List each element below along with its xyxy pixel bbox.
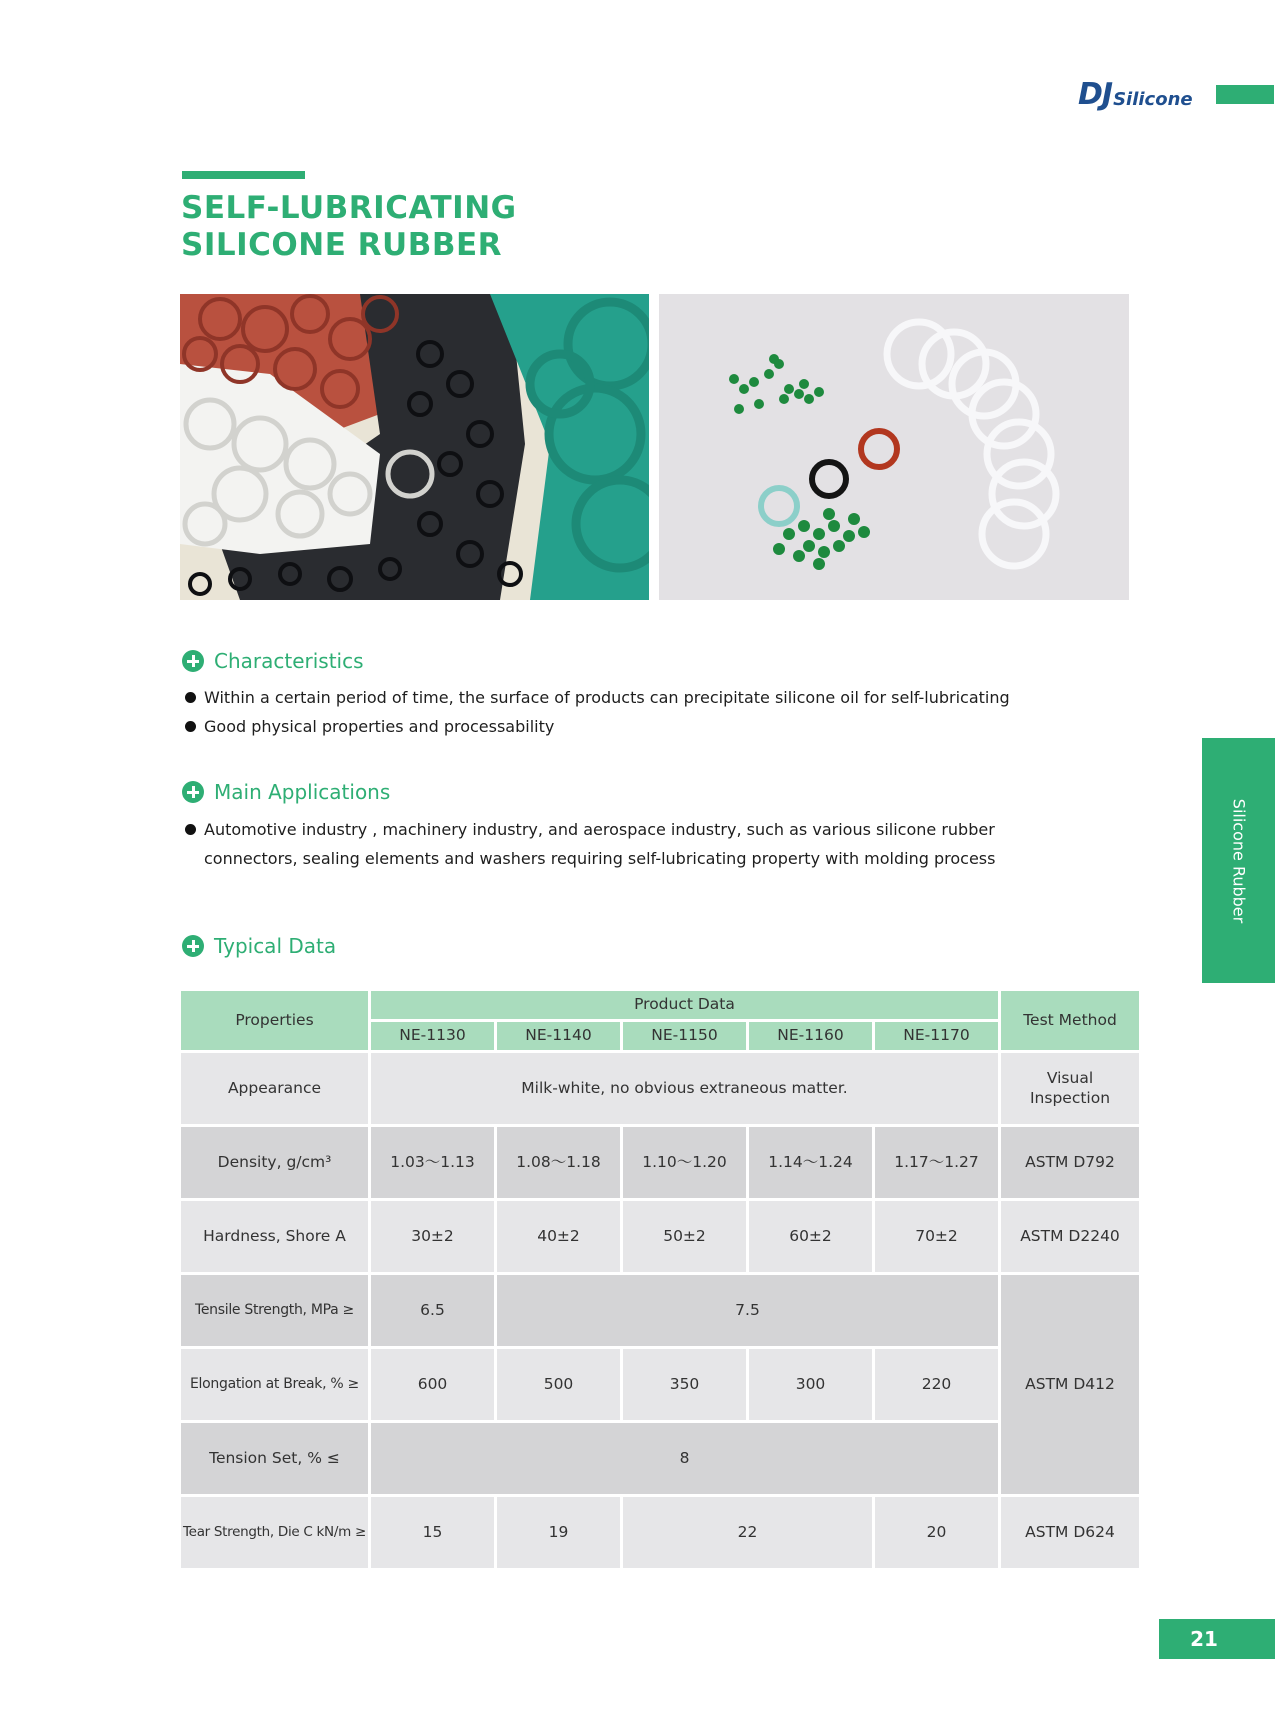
- table-cell: 1.14～1.24: [749, 1127, 872, 1198]
- table-cell: 220: [875, 1349, 998, 1420]
- page-number: 21: [1159, 1619, 1275, 1659]
- applications-heading: [182, 780, 390, 804]
- side-tab-label: Silicone Rubber: [1229, 798, 1248, 923]
- row-label-tensile-strength: Tensile Strength, MPa ≥: [181, 1275, 368, 1346]
- plus-circle-icon: [182, 935, 204, 957]
- header-grade: NE-1140: [497, 1022, 620, 1050]
- table-cell: 8: [371, 1423, 998, 1494]
- plus-circle-icon: [182, 650, 204, 672]
- characteristics-heading: [182, 649, 364, 673]
- table-cell: 500: [497, 1349, 620, 1420]
- title-accent-bar: [182, 171, 305, 179]
- row-label-tear-strength: Tear Strength, Die C kN/m ≥: [181, 1497, 368, 1568]
- logo-sub: Silicone: [1113, 89, 1193, 110]
- logo-accent-bar: [1216, 85, 1274, 104]
- photo-colored-o-rings: [180, 294, 649, 600]
- row-label-elongation: Elongation at Break, % ≥: [181, 1349, 368, 1420]
- header-product-data: Product Data: [371, 991, 998, 1019]
- row-label-hardness: Hardness, Shore A: [181, 1201, 368, 1272]
- d412-method: ASTM D412: [1001, 1275, 1139, 1494]
- table-cell: 1.03～1.13: [371, 1127, 494, 1198]
- applications-list: [185, 815, 1085, 873]
- appearance-method: Visual Inspection: [1001, 1053, 1139, 1124]
- page-title: [181, 190, 517, 264]
- table-cell: 50±2: [623, 1201, 746, 1272]
- table-cell: 30±2: [371, 1201, 494, 1272]
- table-cell: 1.08～1.18: [497, 1127, 620, 1198]
- table-cell: 60±2: [749, 1201, 872, 1272]
- table-cell: 1.17～1.27: [875, 1127, 998, 1198]
- tear-method: ASTM D624: [1001, 1497, 1139, 1568]
- density-method: ASTM D792: [1001, 1127, 1139, 1198]
- photo-samples: [659, 294, 1129, 600]
- list-item: Within a certain period of time, the surface of products can precipitate silicone oil for self-lubricating: [185, 683, 1115, 712]
- brand-logo: [1078, 72, 1193, 110]
- header-test-method: Test Method: [1001, 991, 1139, 1050]
- table-cell: 600: [371, 1349, 494, 1420]
- table-cell: 40±2: [497, 1201, 620, 1272]
- appearance-value: Milk-white, no obvious extraneous matter.: [371, 1053, 998, 1124]
- hardness-method: ASTM D2240: [1001, 1201, 1139, 1272]
- table-cell: 19: [497, 1497, 620, 1568]
- row-label-tension-set: Tension Set, % ≤: [181, 1423, 368, 1494]
- table-cell: 1.10～1.20: [623, 1127, 746, 1198]
- header-grade: NE-1150: [623, 1022, 746, 1050]
- logo-main: DJ: [1078, 77, 1113, 112]
- title-line-2: SILICONE RUBBER: [181, 227, 503, 263]
- header-grade: NE-1160: [749, 1022, 872, 1050]
- title-line-1: SELF-LUBRICATING: [181, 190, 517, 226]
- header-grade: NE-1130: [371, 1022, 494, 1050]
- typical-data-title: Typical Data: [214, 934, 337, 958]
- table-cell: 20: [875, 1497, 998, 1568]
- table-cell: 7.5: [497, 1275, 998, 1346]
- samples-illustration: [659, 294, 1129, 600]
- table-cell: 22: [623, 1497, 872, 1568]
- o-rings-illustration: [180, 294, 649, 600]
- applications-title: Main Applications: [214, 780, 391, 804]
- plus-circle-icon: [182, 781, 204, 803]
- table-cell: 15: [371, 1497, 494, 1568]
- row-label-appearance: Appearance: [181, 1053, 368, 1124]
- list-item: Good physical properties and processability: [185, 712, 1115, 741]
- header-grade: NE-1170: [875, 1022, 998, 1050]
- row-label-density: Density, g/cm³: [181, 1127, 368, 1198]
- table-cell: 6.5: [371, 1275, 494, 1346]
- characteristics-list: [185, 683, 1115, 741]
- table-cell: 300: [749, 1349, 872, 1420]
- typical-data-heading: [182, 934, 336, 958]
- table-cell: 70±2: [875, 1201, 998, 1272]
- side-tab: [1202, 738, 1275, 983]
- table-cell: 350: [623, 1349, 746, 1420]
- characteristics-title: Characteristics: [214, 649, 364, 673]
- typical-data-table: [181, 991, 1131, 1569]
- list-item: Automotive industry , machinery industry, and aerospace industry, such as various silicone rubber connectors, sealing elements and washers requiring self-lubricating property with molding process: [185, 815, 1085, 873]
- header-properties: Properties: [181, 991, 368, 1050]
